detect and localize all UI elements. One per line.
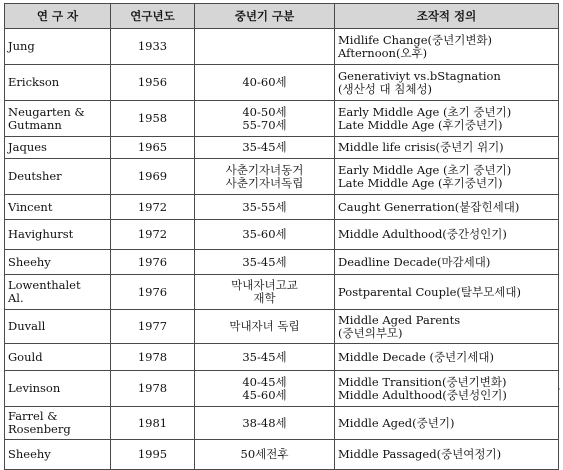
definition-cell-line: Middle Transition(중년기변화) (338, 374, 507, 389)
header-row (5, 4, 559, 29)
researcher-cell-line: Neugarten & (8, 104, 85, 119)
stage-cell-line: 38-48세 (242, 415, 287, 430)
year-cell: 1995 (111, 440, 195, 470)
table-row (5, 440, 559, 470)
header-year: 연구년도 (111, 4, 195, 29)
definition-cell (335, 250, 559, 275)
definition-cell-line: Postparental Couple(탈부모세대) (338, 284, 521, 299)
stage-cell (195, 65, 335, 101)
definition-cell (335, 440, 559, 470)
stage-cell-line: 55-70세 (242, 117, 287, 132)
definition-cell-line: Middle Passaged(중년여정기) (338, 447, 502, 461)
definition-cell (335, 371, 559, 407)
year-cell: 1977 (111, 310, 195, 344)
stage-cell-line: 40-50세 (242, 104, 287, 119)
definition-cell (335, 310, 559, 344)
table-row (5, 159, 559, 195)
definition-cell-line: Afternoon(오후) (338, 45, 428, 60)
stage-cell (195, 310, 335, 344)
year-cell: 1972 (111, 195, 195, 220)
stage-cell-line: 막내자녀고교 (231, 278, 298, 292)
definition-cell-line: Generativiyt vs.bStagnation (338, 68, 501, 83)
year-cell: 1976 (111, 250, 195, 275)
header-definition: 조작적 정의 (335, 4, 559, 29)
researcher-cell (5, 310, 111, 344)
researcher-cell (5, 344, 111, 371)
researcher-cell-line: Havighurst (8, 227, 74, 241)
header-researcher: 연 구 자 (5, 4, 111, 29)
definition-cell-line: Middle Aged Parents (338, 312, 461, 327)
year-cell: 1958 (111, 101, 195, 137)
definition-cell-line: Late Middle Age (후기중년기) (338, 175, 503, 190)
stage-cell (195, 440, 335, 470)
year-cell: 1978 (111, 371, 195, 407)
stage-cell-line: 재학 (253, 291, 276, 305)
stage-cell-line: 40-60세 (242, 75, 287, 89)
definition-cell-line: Middle Decade (중년기세대) (338, 349, 494, 364)
researcher-cell (5, 407, 111, 440)
table-row (5, 220, 559, 250)
researcher-cell-line: Rosenberg (8, 422, 71, 436)
table-row (5, 101, 559, 137)
researcher-cell (5, 195, 111, 220)
researcher-cell-line: Deutsher (8, 169, 62, 183)
definition-cell (335, 195, 559, 220)
stage-cell-line: 35-60세 (242, 227, 287, 241)
definition-cell (335, 159, 559, 195)
definition-cell (335, 407, 559, 440)
stage-cell (195, 29, 335, 65)
researcher-cell-line: Jaques (8, 140, 47, 154)
definition-cell-line: (생산성 대 침체성) (338, 81, 433, 96)
definition-cell-line: Caught Generration(붙잡힌세대) (338, 199, 520, 214)
year-cell: 1981 (111, 407, 195, 440)
stage-cell-line: 사춘기자녀독립 (225, 175, 304, 190)
stage-cell-line: 35-45세 (242, 254, 287, 269)
year-cell: 1933 (111, 29, 195, 65)
stage-cell-line: 45-60세 (242, 387, 287, 402)
year-cell: 1972 (111, 220, 195, 250)
stage-cell (195, 195, 335, 220)
year-cell: 1969 (111, 159, 195, 195)
header-stage: 중년기 구분 (195, 4, 335, 29)
definition-cell-line: Middle Adulthood(중년성인기) (338, 387, 507, 402)
researcher-cell (5, 65, 111, 101)
stage-cell (195, 407, 335, 440)
researcher-cell-line: Gutmann (8, 117, 62, 132)
researcher-cell-line: Farrel & (8, 409, 58, 423)
researcher-cell (5, 159, 111, 195)
researcher-cell (5, 101, 111, 137)
definition-cell-line: Midlife Change(중년기변화) (338, 32, 493, 47)
researcher-cell-line: Gould (8, 349, 43, 364)
stray-mark: · (558, 385, 561, 394)
year-cell: 1978 (111, 344, 195, 371)
stage-cell-line: 35-55세 (242, 199, 287, 214)
definition-cell-line: (중년의부모) (338, 325, 403, 340)
definition-cell (335, 344, 559, 371)
definition-cell-line: Middle Aged(중년기) (338, 415, 455, 430)
researcher-cell-line: Erickson (8, 75, 60, 89)
stage-cell (195, 137, 335, 159)
stage-cell (195, 275, 335, 310)
researcher-cell (5, 29, 111, 65)
year-cell: 1965 (111, 137, 195, 159)
definition-cell (335, 137, 559, 159)
definition-cell (335, 220, 559, 250)
definition-cell-line: Deadline Decade(마감세대) (338, 254, 491, 269)
definition-cell-line: Early Middle Age (초기 중년기) (338, 104, 512, 119)
stage-cell (195, 344, 335, 371)
stage-cell-line: 50세전후 (240, 447, 289, 461)
table-row (5, 195, 559, 220)
researcher-cell (5, 371, 111, 407)
table-row (5, 344, 559, 371)
definition-cell-line: Middle Adulthood(중간성인기) (338, 227, 507, 241)
stage-cell (195, 159, 335, 195)
midlife-research-table (4, 3, 559, 470)
table-row (5, 371, 559, 407)
table-row (5, 29, 559, 65)
stage-cell (195, 101, 335, 137)
researcher-cell (5, 275, 111, 310)
stage-cell (195, 250, 335, 275)
stage-cell (195, 220, 335, 250)
table-row (5, 407, 559, 440)
table-row (5, 65, 559, 101)
researcher-cell-line: Levinson (8, 381, 61, 395)
researcher-cell-line: Sheehy (8, 447, 51, 461)
definition-cell (335, 29, 559, 65)
researcher-cell-line: Lowenthalet (8, 278, 81, 292)
definition-cell-line: Early Middle Age (초기 중년기) (338, 162, 512, 177)
definition-cell (335, 65, 559, 101)
stage-cell-line: 35-45세 (242, 349, 287, 364)
table-row (5, 275, 559, 310)
year-cell: 1976 (111, 275, 195, 310)
definition-cell-line: Late Middle Age (후기중년기) (338, 117, 503, 132)
stage-cell-line: 35-45세 (242, 140, 287, 154)
definition-cell (335, 275, 559, 310)
year-cell: 1956 (111, 65, 195, 101)
table-row (5, 250, 559, 275)
researcher-cell-line: Al. (8, 291, 24, 305)
researcher-cell-line: Duvall (8, 319, 46, 333)
researcher-cell-line: Jung (8, 39, 35, 53)
researcher-cell (5, 137, 111, 159)
researcher-cell-line: Sheehy (8, 254, 51, 269)
definition-cell (335, 101, 559, 137)
researcher-cell (5, 220, 111, 250)
table-row (5, 310, 559, 344)
stage-cell (195, 371, 335, 407)
table-row (5, 137, 559, 159)
definition-cell-line: Middle life crisis(중년기 위기) (338, 140, 504, 154)
stage-cell-line: 40-45세 (242, 374, 287, 389)
researcher-cell (5, 250, 111, 275)
stage-cell-line: 막내자녀 독립 (229, 319, 300, 333)
researcher-cell-line: Vincent (8, 199, 53, 214)
stage-cell-line: 사춘기자녀동거 (225, 162, 304, 177)
researcher-cell (5, 440, 111, 470)
